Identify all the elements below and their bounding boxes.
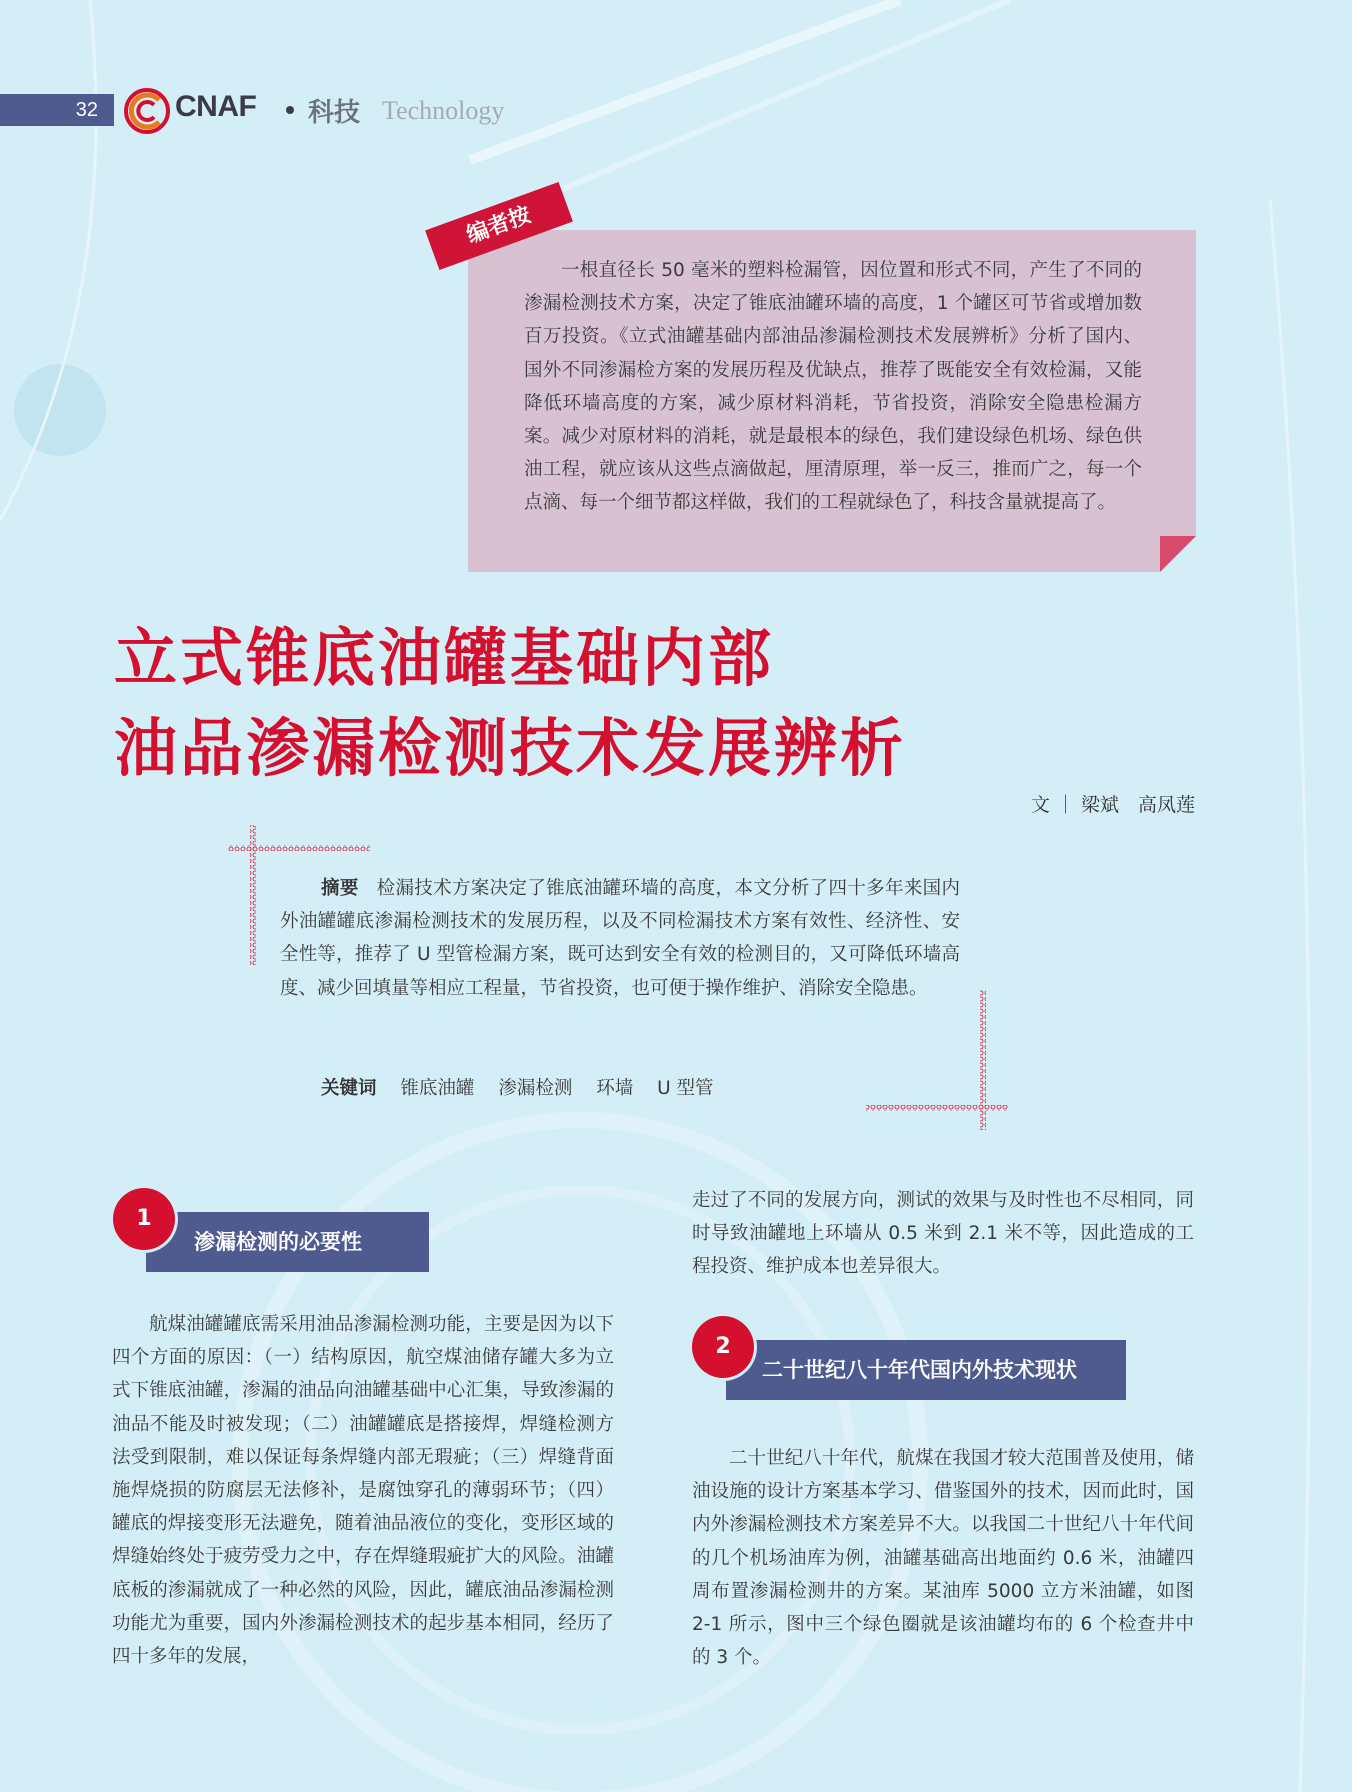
editor-note-tag: 编者按 bbox=[425, 182, 573, 270]
keywords-label: 关键词 bbox=[321, 1078, 377, 1099]
right-column-continuation bbox=[692, 1184, 1194, 1284]
section-1-number: 1 bbox=[113, 1188, 175, 1250]
cnaf-logo-icon bbox=[124, 88, 170, 134]
continuation-paragraph: 走过了不同的发展方向，测试的效果与及时性也不尽相同，同时导致油罐地上环墙从 0.5 米到 2.1 米不等，因此造成的工程投资、维护成本也差异很大。 bbox=[692, 1190, 1194, 1278]
keyword: 环墙 bbox=[596, 1078, 634, 1099]
page-number: 32 bbox=[75, 99, 98, 121]
abstract bbox=[280, 872, 960, 1005]
section-1-heading-bar bbox=[146, 1212, 429, 1272]
section-name-en: Technology bbox=[382, 96, 505, 125]
keyword: 锥底油罐 bbox=[400, 1078, 475, 1099]
header-separator-dot bbox=[286, 106, 294, 114]
section-2-number: 2 bbox=[692, 1316, 754, 1378]
section-2-heading: 二十世纪八十年代国内外技术现状 bbox=[762, 1358, 1077, 1382]
editor-note-text: 一根直径长 50 毫米的塑料检漏管，因位置和形式不同，产生了不同的渗漏检测技术方案，决定了锥底油罐环墙的高度，1 个罐区可节省或增加数百万投资。《立式油罐基础内部油品渗漏检测技术发展辨析》分析了国内、国外不同渗漏检方案的发展历程及优缺点，推荐了既能安全有效检漏，又能降低环墙高度的方案，减少原材料消耗，节省投资，消除安全隐患检漏方案。减少对原材料的消耗，就是最根本的绿色，我们建设绿色机场、绿色供油工程，就应该从这些点滴做起，厘清原理，举一反三，推而广之，每一个点滴、每一个细节都这样做，我们的工程就绿色了，科技含量就提高了。 bbox=[524, 260, 1142, 514]
section-2-paragraph: 二十世纪八十年代，航煤在我国才较大范围普及使用，储油设施的设计方案基本学习、借鉴国外的技术，因而此时，国内外渗漏检测技术方案差异不大。以我国二十世纪八十年代间的几个机场油库为例，油罐基础高出地面约 0.6 米，油罐四周布置渗漏检测井的方案。某油库 5000 立方米油罐，如图 2-1 所示，图中三个绿色圈就是该油罐均布的 6 个检查井中的 3 个。 bbox=[692, 1448, 1194, 1669]
logo-text: CNAF bbox=[175, 90, 257, 123]
abstract-text: 检漏技术方案决定了锥底油罐环墙的高度，本文分析了四十多年来国内外油罐罐底渗漏检测技术的发展历程，以及不同检漏技术方案有效性、经济性、安全性等，推荐了 U 型管检漏方案，既可达到安全有效的检测目的，又可降低环墙高度、减少回填量等相应工程量，节省投资，也可便于操作维护、消除安全隐患。 bbox=[280, 878, 960, 999]
section-1-heading: 渗漏检测的必要性 bbox=[194, 1230, 362, 1254]
section-2-body bbox=[692, 1442, 1194, 1674]
keyword: 渗漏检测 bbox=[498, 1078, 573, 1099]
section-2-heading-bar bbox=[726, 1340, 1126, 1400]
section-1-paragraph: 航煤油罐罐底需采用油品渗漏检测功能，主要是因为以下四个方面的原因：（一）结构原因，航空煤油储存罐大多为立式下锥底油罐，渗漏的油品向油罐基础中心汇集，导致渗漏的油品不能及时被发现；（二）油罐罐底是搭接焊，焊缝检测方法受到限制，难以保证每条焊缝内部无瑕疵；（三）焊缝背面施焊烧损的防腐层无法修补，是腐蚀穿孔的薄弱环节；（四）罐底的焊接变形无法避免，随着油品液位的变化，变形区域的焊缝始终处于疲劳受力之中，存在焊缝瑕疵扩大的风险。油罐底板的渗漏就成了一种必然的风险，因此，罐底油品渗漏检测功能尤为重要，国内外渗漏检测技术的起步基本相同，经历了四十多年的发展， bbox=[112, 1314, 614, 1668]
article-title-line-1: 立式锥底油罐基础内部 bbox=[114, 622, 774, 695]
keyword: U 型管 bbox=[657, 1078, 714, 1099]
article-title-line-2: 油品渗漏检测技术发展辨析 bbox=[114, 712, 906, 785]
keywords bbox=[321, 1074, 732, 1100]
byline: 文 ｜ 梁斌 高凤莲 bbox=[1030, 794, 1195, 816]
section-name-cn: 科技 bbox=[308, 98, 361, 128]
left-column bbox=[112, 1308, 614, 1673]
page-fold-corner bbox=[1160, 536, 1196, 572]
abstract-label: 摘要 bbox=[321, 878, 359, 899]
